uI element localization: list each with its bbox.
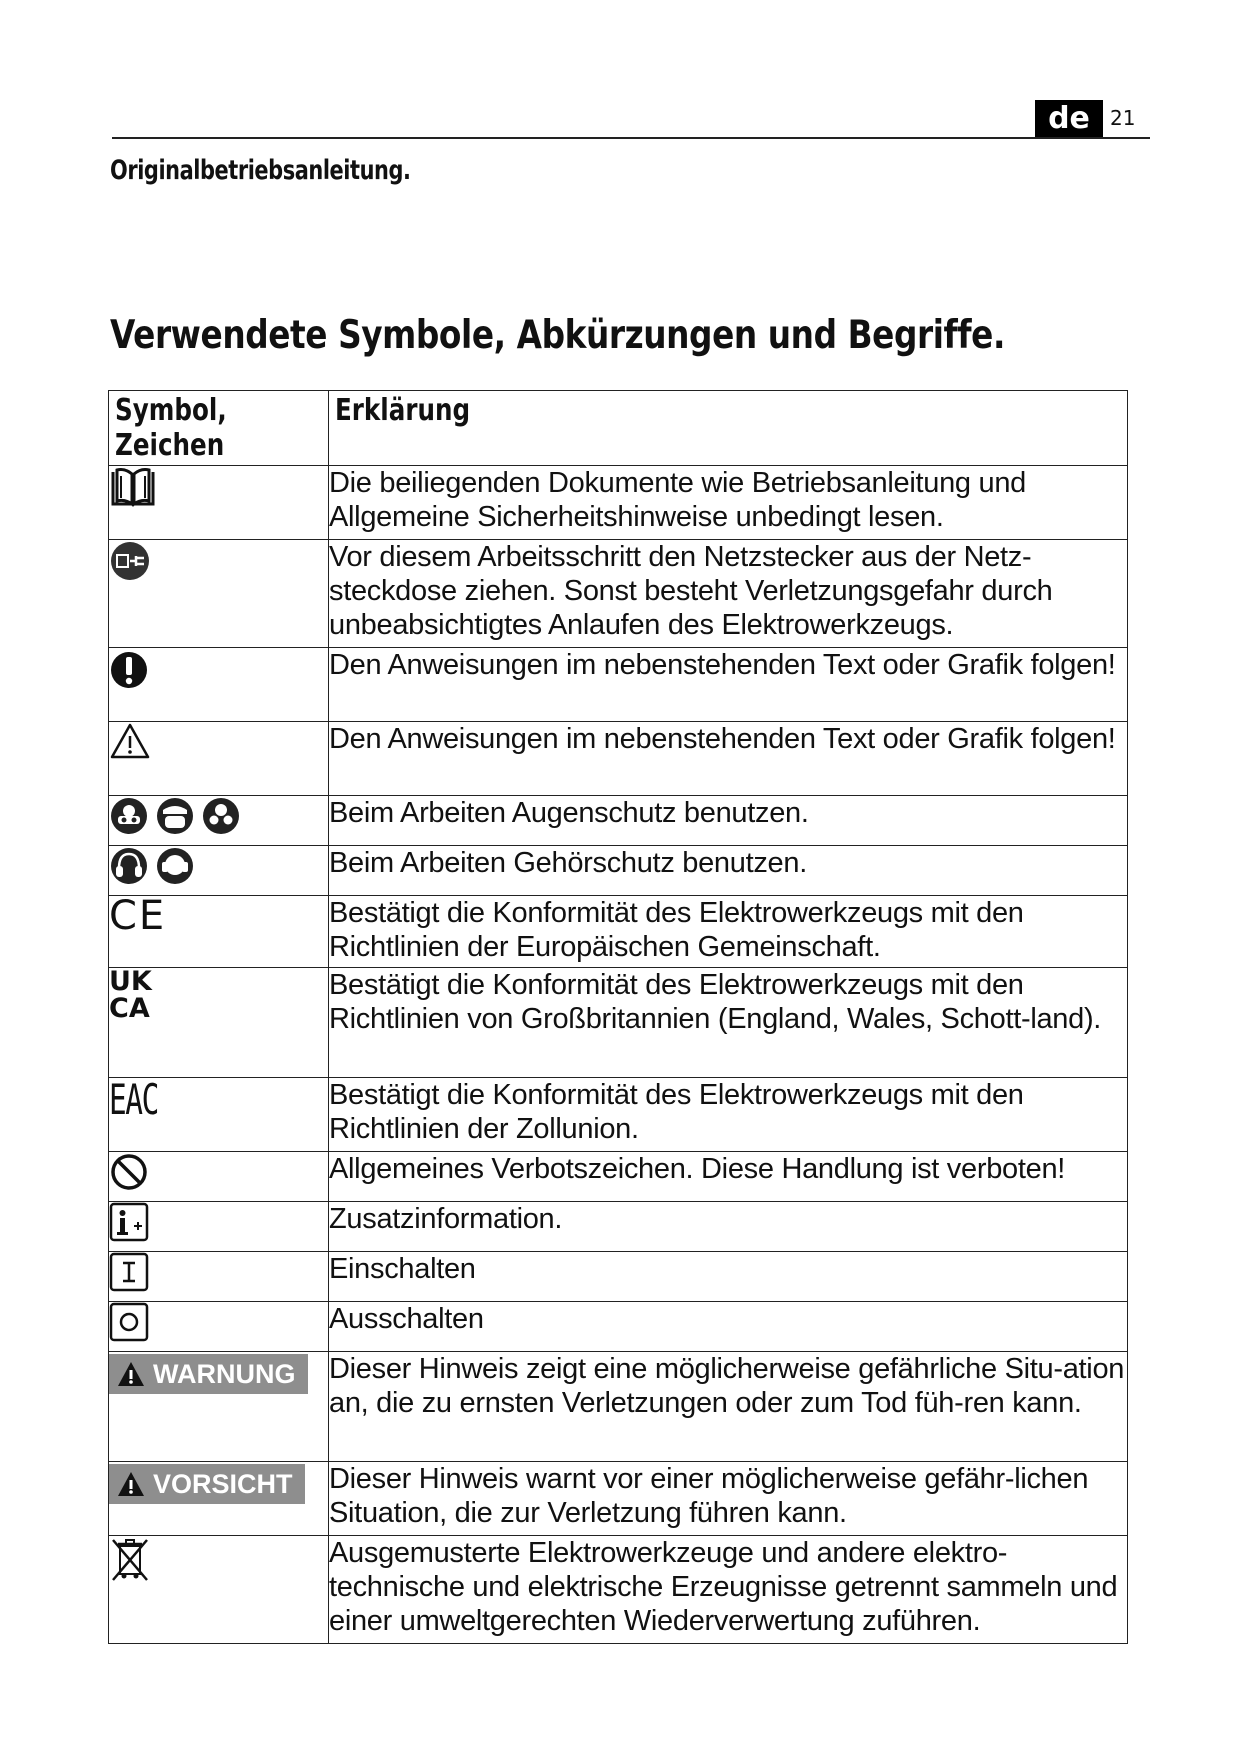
header-symbol: Symbol, Zeichen [109, 391, 329, 466]
table-row [109, 466, 1128, 540]
switch-on-icon [109, 1252, 149, 1292]
symbol-cell [109, 1252, 329, 1302]
section-title: Verwendete Symbole, Abkürzungen und Begriffe. [110, 313, 1006, 358]
symbol-cell [109, 1302, 329, 1352]
symbol-cell [109, 968, 329, 1078]
face-shield-icon [157, 798, 193, 834]
info-plus-icon [109, 1202, 149, 1242]
symbol-cell [109, 648, 329, 722]
document-title: Originalbetriebsanleitung. [110, 155, 411, 186]
explanation-cell: Den Anweisungen im nebenstehenden Text oder Grafik folgen! [329, 648, 1128, 722]
explanation-cell: Zusatzinformation. [329, 1202, 1128, 1252]
symbol-cell [109, 1462, 329, 1536]
eye-protection-icons [109, 796, 249, 836]
explanation-cell: Dieser Hinweis warnt vor einer möglicherweise gefähr-lichen Situation, die zur Verletzung führen kann. [329, 1462, 1128, 1536]
symbol-cell [109, 893, 329, 968]
mandatory-exclamation-icon [109, 648, 149, 692]
language-badge: de [1035, 100, 1103, 137]
header-explanation: Erklärung [329, 391, 1128, 466]
table-row [109, 846, 1128, 896]
table-row [109, 1252, 1128, 1302]
symbol-cell [109, 1536, 329, 1644]
ear-protection-icons [109, 846, 205, 886]
unplug-icon [109, 540, 151, 582]
eac-mark-icon: EAC [109, 1075, 158, 1124]
table-row [109, 1352, 1128, 1462]
book-icon [109, 466, 157, 510]
goggles-icon [111, 798, 147, 834]
table-row [109, 1462, 1128, 1536]
table-row [109, 1202, 1128, 1252]
warning-triangle-icon [117, 1361, 145, 1387]
explanation-cell: Bestätigt die Konformität des Elektrowerkzeugs mit den Richtlinien der Zollunion. [329, 1078, 1128, 1152]
explanation-cell: Dieser Hinweis zeigt eine möglicherweise gefährliche Situ-ation an, die zu ernsten Verletzungen oder zum Tod füh-ren kann. [329, 1352, 1128, 1462]
explanation-cell: Beim Arbeiten Gehörschutz benutzen. [329, 846, 1128, 896]
warning-triangle-icon [109, 722, 151, 760]
ce-mark-icon: CE [109, 893, 167, 939]
table-row [109, 648, 1128, 722]
explanation-cell: Vor diesem Arbeitsschritt den Netzstecker aus der Netz-steckdose ziehen. Sonst besteht Verletzungsgefahr durch unbeabsichtigtes Anlaufen des Elektrowerkzeugs. [329, 540, 1128, 648]
table-row [109, 1302, 1128, 1352]
symbol-cell [109, 1075, 329, 1152]
warning-triangle-icon [117, 1471, 145, 1497]
symbol-cell [109, 466, 329, 540]
explanation-cell: Bestätigt die Konformität des Elektrowerkzeugs mit den Richtlinien von Großbritannien (England, Wales, Schott-land). [329, 968, 1128, 1078]
symbol-cell [109, 846, 329, 896]
vorsicht-label-icon: VORSICHT [109, 1464, 305, 1504]
ukca-mark-icon: UK CA [109, 966, 152, 1024]
table-row [109, 968, 1128, 1078]
header-rule [112, 137, 1150, 139]
table-row [109, 1536, 1128, 1644]
symbol-cell [109, 796, 329, 846]
symbols-table [108, 390, 1128, 1644]
table-row [109, 1078, 1128, 1152]
symbol-cell [109, 1352, 329, 1462]
explanation-cell: Den Anweisungen im nebenstehenden Text oder Grafik folgen! [329, 722, 1128, 796]
table-row [109, 1152, 1128, 1202]
table-row [109, 796, 1128, 846]
ear-muffs-icon [111, 848, 147, 884]
table-header-row [109, 391, 1128, 466]
crossed-bin-icon [109, 1536, 151, 1582]
explanation-cell: Bestätigt die Konformität des Elektrowerkzeugs mit den Richtlinien der Europäischen Gemeinschaft. [329, 896, 1128, 968]
explanation-cell: Allgemeines Verbotszeichen. Diese Handlung ist verboten! [329, 1152, 1128, 1202]
explanation-cell: Die beiliegenden Dokumente wie Betriebsanleitung und Allgemeine Sicherheitshinweise unbedingt lesen. [329, 466, 1128, 540]
warnung-label-icon: WARNUNG [109, 1354, 308, 1394]
explanation-cell: Ausgemusterte Elektrowerkzeuge und andere elektro-technische und elektrische Erzeugnisse getrennt sammeln und einer umweltgerechten Wiederverwertung zuführen. [329, 1536, 1128, 1644]
symbol-cell [109, 540, 329, 648]
safety-glasses-icon [203, 798, 239, 834]
explanation-cell: Einschalten [329, 1252, 1128, 1302]
prohibition-icon [109, 1152, 149, 1192]
table-row [109, 540, 1128, 648]
ear-plug-head-icon [157, 848, 193, 884]
switch-off-icon [109, 1302, 149, 1342]
explanation-cell: Beim Arbeiten Augenschutz benutzen. [329, 796, 1128, 846]
symbol-cell [109, 1202, 329, 1252]
table-row [109, 896, 1128, 968]
explanation-cell: Ausschalten [329, 1302, 1128, 1352]
table-row [109, 722, 1128, 796]
symbol-cell [109, 722, 329, 796]
page-number: 21 [1110, 106, 1136, 130]
symbol-cell [109, 1152, 329, 1202]
